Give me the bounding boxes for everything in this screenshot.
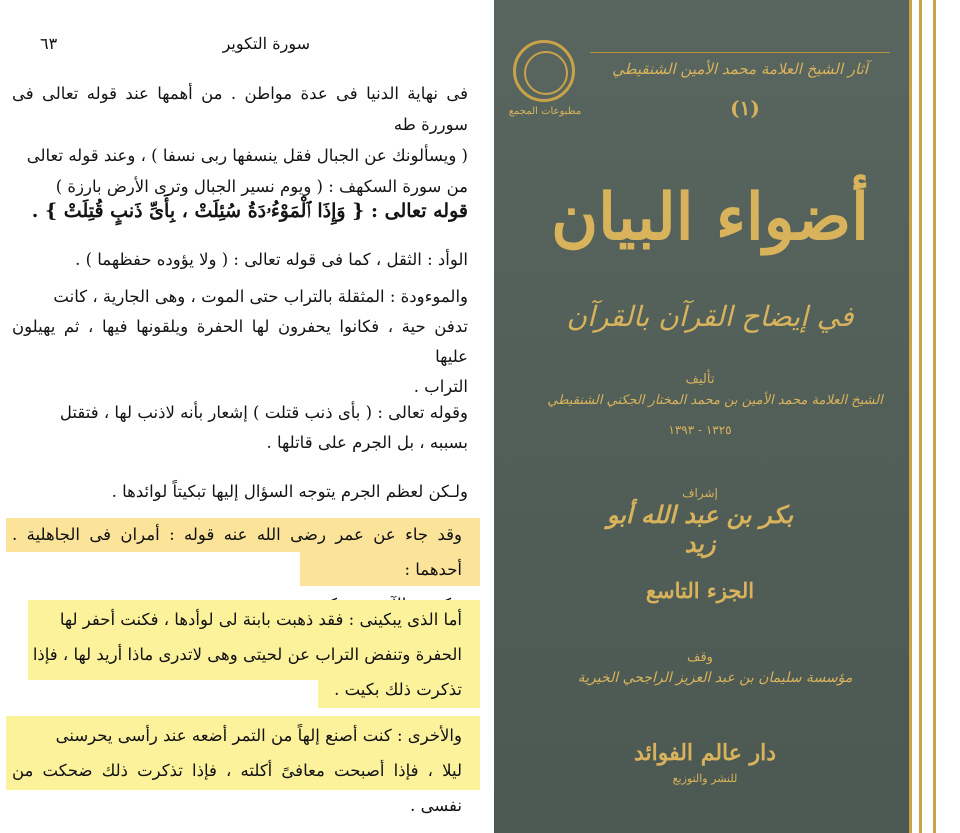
paragraph-2 [12,244,468,275]
text-line: وقوله تعالى : ( بأى ذنب قتلت ) إشعار بأنه لاذنب لها ، فتقتل [59,403,468,422]
text-line: ( ويسألونك عن الجبال فقل ينسفها ربى نسفا ) ، وعند قوله تعالى [26,146,468,165]
supervision-label: إشراف [682,486,718,500]
series-line: آثار الشيخ العلامة محمد الأمين الشنقيطي [612,60,868,78]
text-line: وقد جاء عن عمر رضى الله عنه قوله : أمران فى الجاهلية . أحدهما : [12,525,462,579]
highlight-paragraph-3 [12,718,462,823]
text-line: الوأد : الثقل ، كما فى قوله تعالى : ( ولا يؤوده حفظهما ) . [75,250,468,269]
text-line: من سورة السكهف : ( ويوم نسير الجبال وترى الأرض بارزة ) [55,177,468,196]
subtitle: في إيضاح القرآن بالقرآن [566,300,854,333]
emblem-icon [513,40,575,102]
cover-rule [590,52,890,53]
verse-line: قوله تعالى : { وَإِذَا ٱلْمَوْءُۥدَةُ سُئِلَتْ ، بِأَىِّ ذَنبٍ قُتِلَتْ } . [31,200,468,222]
text-line: تدفن حية ، فكانوا يحفرون لها الحفرة ويلقونها فيها ، ثم يهيلون عليها [12,317,468,366]
text-line: تذكرت ذلك بكيت . [334,680,462,699]
text-line: ليلا ، فإذا أصبحت معافىً أكلته ، فإذا تذكرت ذلك ضحكت من نفسى . [12,761,462,815]
text-line: التراب . [413,377,468,396]
paragraph-5 [12,476,468,507]
author-name: الشيخ العلامة محمد الأمين بن محمد المختار الجكني الشنقيطي [547,393,883,408]
page-header-title: سورة التكوير [222,33,310,53]
paragraph-4 [12,398,468,458]
endowment-label: وقف [687,650,713,665]
text-line: والموءودة : المثقلة بالتراب حتى الموت ، وهى الجارية ، كانت [53,287,468,306]
paragraph-3 [12,282,468,402]
spine-gold-lines [905,0,945,833]
text-line: الحفرة وتنفض التراب عن لحيتى وهى لاتدرى ماذا أريد لها ، فإذا [32,645,462,664]
text-line: أما الذى يبكينى : فقد ذهبت بابنة لى لوأدها ، فكنت أحفر لها [59,610,462,629]
publisher-name: دار عالم الفوائد [633,740,777,766]
by-label: تأليف [685,372,715,387]
endowment-name: مؤسسة سليمان بن عبد العزيز الراجحي الخيرية [577,670,853,686]
text-line: والأخرى : كنت أصنع إلهاً من التمر أضعه عند رأسى يحرسنى [55,726,462,745]
text-line: ولـكن لعظم الجرم يتوجه السؤال إليها تبكيتاً لوائدها . [111,482,468,501]
text-line: فى نهاية الدنيا فى عدة مواطن . من أهمها عند قوله تعالى فى سوررة طه [12,84,468,134]
publisher-sub: للنشر والتوزيع [672,772,738,785]
page-header [40,30,480,56]
book-cover [494,0,910,833]
author-years: ١٣٢٥ - ١٣٩٣ [668,423,732,437]
text-line: بسببه ، بل الجرم على قاتلها . [266,433,468,452]
volume-number: (١) [730,96,760,120]
verse-heading [12,196,468,227]
highlight-paragraph-2 [12,602,462,707]
page-number: ٦٣ [40,33,58,53]
supervisor-name: بكر بن عبد الله أبو زيد [606,500,794,558]
paragraph-1 [12,78,468,202]
part-label: الجزء التاسع [645,578,755,603]
main-title: أضواء البيان [551,180,869,255]
medallion-caption: مطبوعات المجمع [508,106,582,117]
